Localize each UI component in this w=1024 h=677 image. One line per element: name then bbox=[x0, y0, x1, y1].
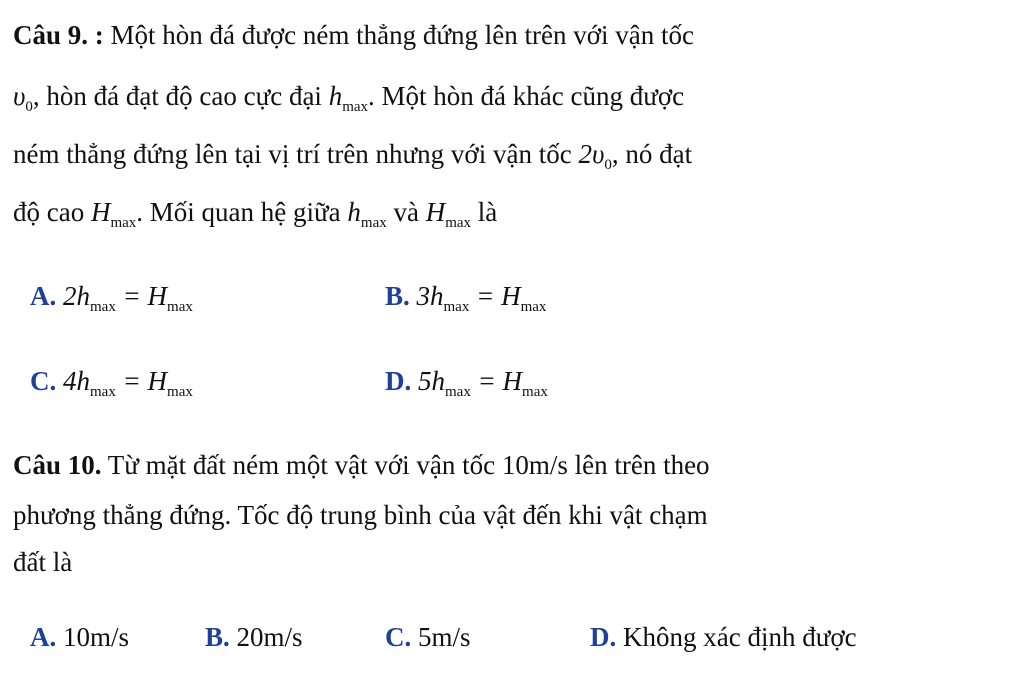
q9-option-a-sub1: max bbox=[90, 299, 116, 315]
q9-option-b-sub1: max bbox=[443, 299, 470, 315]
q9-option-b-eq: = H bbox=[469, 281, 521, 311]
q9-option-d-letter: D. bbox=[385, 366, 412, 396]
q9-text-4a: độ cao bbox=[13, 197, 91, 227]
Hmax-subscript: max bbox=[110, 215, 137, 231]
q9-option-c-sub2: max bbox=[167, 384, 193, 400]
q10-option-d-text: Không xác định được bbox=[616, 622, 857, 652]
q9-option-a-letter: A. bbox=[30, 281, 57, 311]
q10-text-1: Từ mặt đất ném một vật với vận tốc 10m/s lên trên theo bbox=[101, 450, 710, 480]
q10-label: Câu 10. bbox=[13, 450, 102, 480]
q10-option-a[interactable] bbox=[30, 624, 129, 651]
q10-text-2: phương thẳng đứng. Tốc độ trung bình của vật đến khi vật chạm bbox=[13, 500, 708, 530]
q10-option-c-text: 5m/s bbox=[411, 622, 471, 652]
hmax-symbol: h bbox=[328, 81, 343, 111]
q9-option-d-sub2: max bbox=[522, 384, 548, 400]
hmax-subscript-2: max bbox=[360, 215, 387, 231]
v0-symbol: υ bbox=[13, 81, 26, 111]
q9-option-d-coef: 5h bbox=[418, 366, 445, 396]
q10-option-a-letter: A. bbox=[30, 622, 57, 652]
q9-option-c-sub1: max bbox=[90, 384, 116, 400]
q9-option-d[interactable] bbox=[385, 366, 548, 400]
q10-option-c[interactable] bbox=[385, 624, 471, 651]
q9-text-1: Một hòn đá được ném thẳng đứng lên trên với vận tốc bbox=[103, 20, 694, 50]
q10-option-c-letter: C. bbox=[385, 622, 412, 652]
q9-option-c-eq: = H bbox=[115, 366, 168, 396]
q9-option-c-letter: C. bbox=[30, 366, 57, 396]
q9-option-a-sub2: max bbox=[167, 299, 193, 315]
q9-option-d-sub1: max bbox=[445, 384, 471, 400]
q9-option-b-sub2: max bbox=[520, 299, 547, 315]
q9-line-2 bbox=[13, 81, 685, 115]
q10-option-a-text: 10m/s bbox=[56, 622, 130, 652]
q9-text-4b: . Mối quan hệ giữa bbox=[136, 197, 348, 227]
q9-line-3 bbox=[13, 139, 693, 173]
q9-option-a-eq: = H bbox=[115, 281, 168, 311]
q9-option-b[interactable] bbox=[385, 281, 547, 315]
q9-option-c[interactable] bbox=[30, 366, 193, 400]
q9-option-b-coef: 3h bbox=[416, 281, 444, 311]
q9-option-c-coef: 4h bbox=[63, 366, 90, 396]
q9-option-a-coef: 2h bbox=[63, 281, 90, 311]
q10-line-2 bbox=[13, 502, 708, 529]
hmax-symbol-2: h bbox=[347, 197, 361, 227]
q9-text-4d: là bbox=[471, 197, 498, 227]
q10-text-3: đất là bbox=[13, 547, 73, 577]
2v0-symbol: 2υ bbox=[578, 139, 605, 169]
q9-line-1 bbox=[13, 22, 694, 49]
q9-line-4 bbox=[13, 197, 498, 231]
q9-text-3a: ném thẳng đứng lên tại vị trí trên nhưng với vận tốc bbox=[13, 139, 579, 169]
v0-subscript: 0 bbox=[25, 99, 33, 115]
q9-option-a[interactable] bbox=[30, 281, 193, 315]
Hmax-symbol-2: H bbox=[425, 197, 446, 227]
q9-option-b-letter: B. bbox=[385, 281, 410, 311]
Hmax-subscript-2: max bbox=[445, 215, 472, 231]
q10-line-1 bbox=[13, 452, 710, 479]
q9-text-2a: , hòn đá đạt độ cao cực đại bbox=[32, 81, 329, 111]
q9-text-4c: và bbox=[386, 197, 426, 227]
q9-label: Câu 9. : bbox=[13, 20, 104, 50]
q9-text-2b: . Một hòn đá khác cũng được bbox=[368, 81, 685, 111]
2v0-subscript: 0 bbox=[604, 157, 612, 173]
q10-option-b-text: 20m/s bbox=[229, 622, 303, 652]
q10-option-d[interactable] bbox=[590, 624, 857, 651]
q10-option-d-letter: D. bbox=[590, 622, 617, 652]
q10-option-b-letter: B. bbox=[205, 622, 230, 652]
hmax-subscript: max bbox=[342, 99, 369, 115]
q9-option-d-eq: = H bbox=[470, 366, 523, 396]
q10-option-b[interactable] bbox=[205, 624, 303, 651]
q9-text-3b: , nó đạt bbox=[611, 139, 693, 169]
Hmax-symbol: H bbox=[90, 197, 111, 227]
q10-line-3 bbox=[13, 549, 72, 576]
